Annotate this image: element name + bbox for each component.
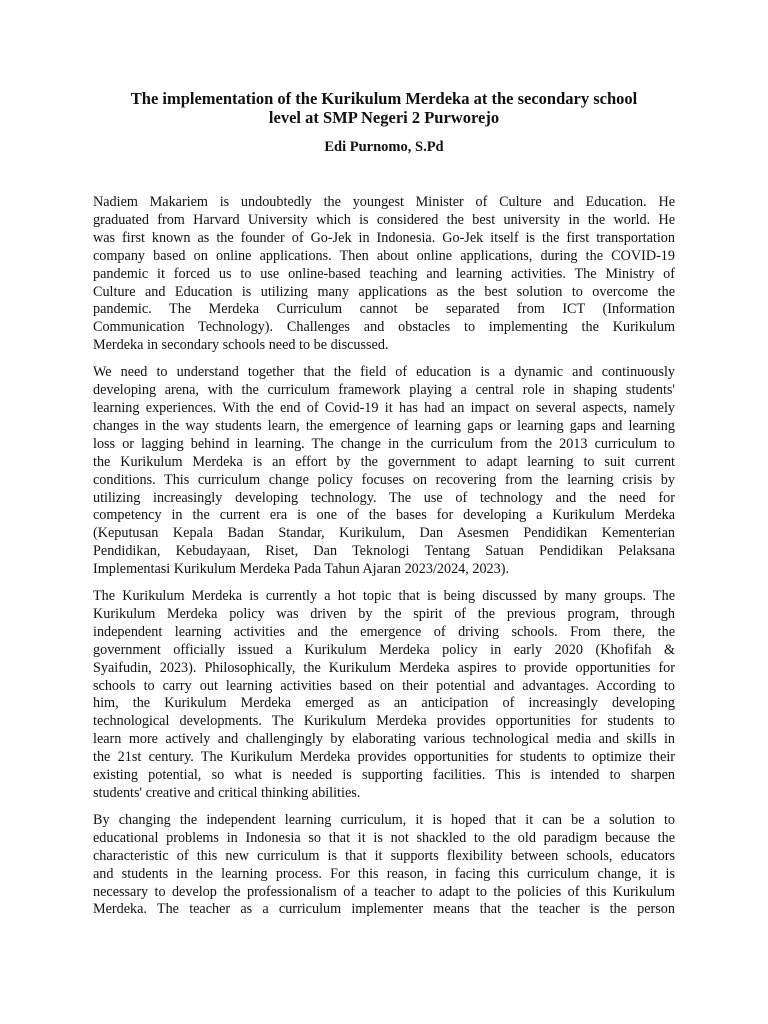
body-paragraph bbox=[93, 194, 675, 355]
paragraph-line: developing arena, with the curriculum framework playing a central role in shaping students' bbox=[93, 382, 675, 399]
paragraph-line: utilizing increasingly developing technology. The use of technology and the need for bbox=[93, 489, 675, 506]
paragraph-line: loss or lagging behind in learning. The change in the curriculum from the 2013 curriculum to bbox=[93, 435, 675, 452]
paragraph-line: Syaifudin, 2023). Philosophically, the Kurikulum Merdeka aspires to provide opportunities for bbox=[93, 659, 675, 676]
paragraph-line: graduated from Harvard University which is considered the best university in the world. He bbox=[93, 211, 675, 228]
paragraph-line: company based on online applications. Then about online applications, during the COVID-19 bbox=[93, 247, 675, 264]
paragraph-line: By changing the independent learning curriculum, it is hoped that it can be a solution to bbox=[93, 811, 675, 828]
paragraph-line: government officially issued a Kurikulum Merdeka policy in early 2020 (Khofifah & bbox=[93, 641, 675, 658]
author-name: Edi Purnomo, S.Pd bbox=[324, 139, 444, 155]
document-title bbox=[92, 89, 676, 127]
paragraph-line: The Kurikulum Merdeka is currently a hot topic that is being discussed by many groups. The bbox=[93, 588, 675, 605]
title-line: The implementation of the Kurikulum Merdeka at the secondary school bbox=[130, 89, 638, 108]
paragraph-line: was first known as the founder of Go-Jek in Indonesia. Go-Jek itself is the first transportation bbox=[93, 229, 675, 246]
body-paragraph bbox=[93, 364, 675, 579]
paragraph-line: pandemic. The Merdeka Curriculum cannot be separated from ICT (Information bbox=[93, 301, 675, 318]
paragraph-line: the Kurikulum Merdeka is an effort by the government to adapt learning to suit current bbox=[93, 453, 675, 470]
paragraph-line: Merdeka. The teacher as a curriculum implementer means that the teacher is the person bbox=[93, 901, 675, 918]
paragraph-line: Kurikulum Merdeka policy was driven by the spirit of the previous program, through bbox=[93, 605, 675, 622]
paragraph-line: Merdeka in secondary schools need to be discussed. bbox=[93, 337, 389, 354]
paragraph-line: existing potential, so what is needed is supporting facilities. This is intended to sharpen bbox=[93, 767, 675, 784]
paragraph-line: him, the Kurikulum Merdeka emerged as an anticipation of increasingly developing bbox=[93, 695, 675, 712]
paragraph-line: educational problems in Indonesia so that it is not shackled to the old paradigm because the bbox=[93, 829, 675, 846]
paragraph-line: Nadiem Makariem is undoubtedly the youngest Minister of Culture and Education. He bbox=[93, 194, 675, 210]
body-paragraph bbox=[93, 812, 675, 919]
paragraph-line: learn more actively and challengingly by elaborating various technological media and skills in bbox=[93, 731, 675, 748]
paragraph-line: pandemic it forced us to use online-based teaching and learning activities. The Ministry of bbox=[93, 265, 675, 282]
body-paragraph bbox=[93, 588, 675, 803]
paragraph-line: Implementasi Kurikulum Merdeka Pada Tahun Ajaran 2023/2024, 2023). bbox=[93, 561, 510, 578]
paragraph-line: conditions. This curriculum change policy focuses on recovering from the learning crisis by bbox=[93, 471, 675, 488]
paragraph-line: technological developments. The Kurikulum Merdeka provides opportunities for students to bbox=[93, 713, 675, 730]
paragraph-line: We need to understand together that the field of education is a dynamic and continuously bbox=[93, 364, 675, 381]
paragraph-line: the 21st century. The Kurikulum Merdeka provides opportunities for students to optimize their bbox=[93, 749, 675, 766]
paragraph-line: necessary to develop the professionalism of a teacher to adapt to the policies of this Kurikulum bbox=[93, 883, 675, 900]
paragraph-line: independent learning activities and the emergence of driving schools. From there, the bbox=[93, 623, 675, 640]
paragraph-line: learning experiences. With the end of Covid-19 it has had an impact on several aspects, namely bbox=[93, 399, 675, 416]
paragraph-line: competency in the current era is one of the bases for developing a Kurikulum Merdeka bbox=[93, 507, 675, 524]
paragraph-line: students' creative and critical thinking abilities. bbox=[93, 785, 361, 801]
paragraph-line: (Keputusan Kepala Badan Standar, Kurikulum, Dan Asesmen Pendidikan Kementerian bbox=[93, 525, 675, 542]
paragraph-line: and students in the learning process. For this reason, in facing this curriculum change, it is bbox=[93, 865, 675, 882]
paragraph-line: Culture and Education is utilizing many applications as the best solution to overcome the bbox=[93, 283, 675, 300]
paragraph-line: Pendidikan, Kebudayaan, Riset, Dan Teknologi Tentang Satuan Pendidikan Pelaksana bbox=[93, 543, 675, 560]
paragraph-line: characteristic of this new curriculum is that it supports flexibility between schools, educators bbox=[93, 847, 675, 864]
paragraph-line: schools to carry out learning activities based on their potential and advantages. According to bbox=[93, 677, 675, 694]
document-body bbox=[93, 194, 675, 928]
paragraph-line: changes in the way students learn, the emergence of learning gaps or learning gaps and learning bbox=[93, 417, 675, 434]
title-line: level at SMP Negeri 2 Purworejo bbox=[268, 108, 500, 127]
paragraph-line: Communication Technology). Challenges and obstacles to implementing the Kurikulum bbox=[93, 319, 675, 336]
